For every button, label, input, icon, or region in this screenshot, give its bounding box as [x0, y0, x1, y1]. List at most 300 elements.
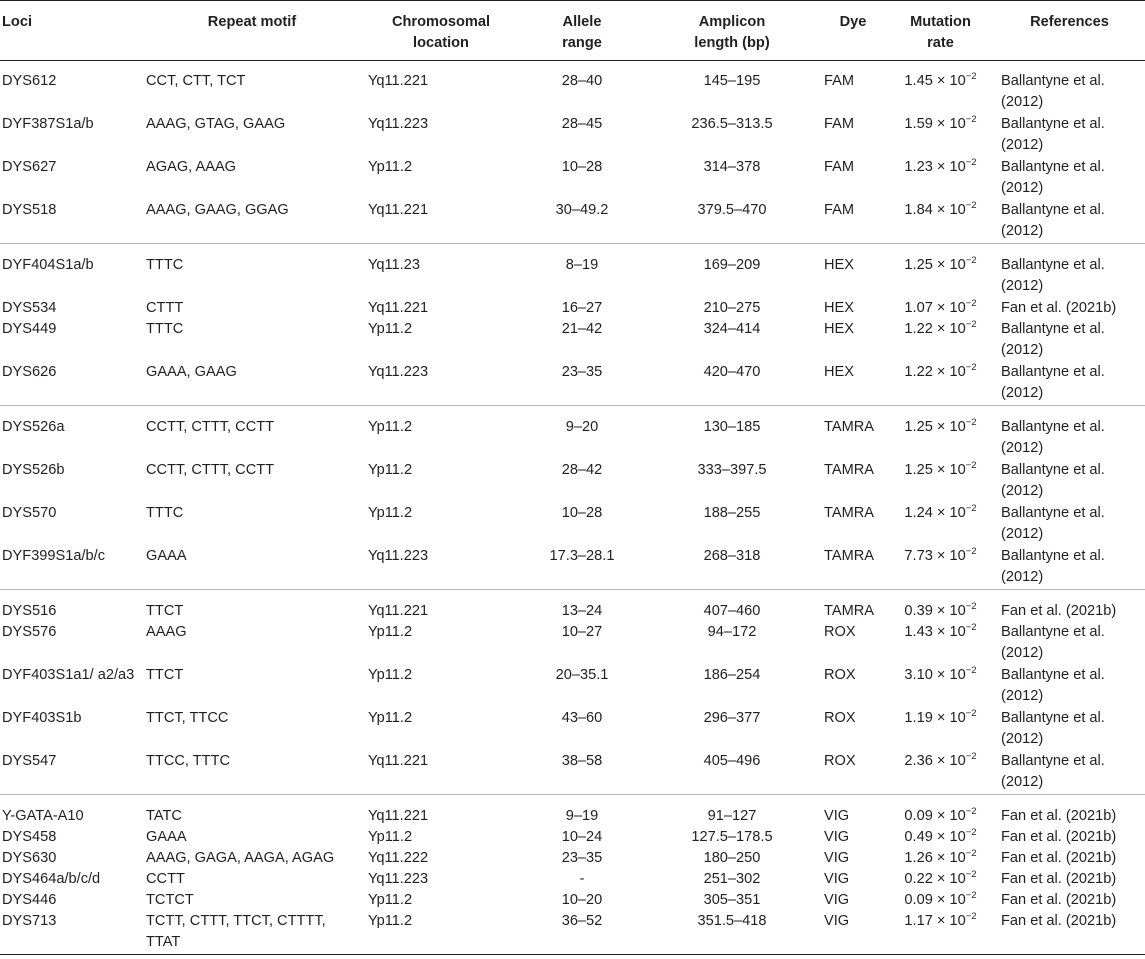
header-references: References: [994, 1, 1145, 61]
mutation-rate-value: 1.84: [904, 202, 933, 218]
cell-repeat-motif: TATC: [141, 795, 363, 828]
cell-mutation-rate: [887, 61, 994, 115]
table-row: [0, 911, 1145, 955]
cell-repeat-motif: CCTT, CTTT, CCTT: [146, 462, 275, 478]
cell-mutation-rate: [887, 157, 994, 200]
cell-chromosomal-location: Yp11.2: [368, 505, 413, 521]
cell-allele-range: -: [579, 871, 585, 887]
cell-dye: TAMRA: [824, 505, 874, 521]
cell-loci: DYS526a: [0, 406, 141, 461]
cell-amplicon-length: 296–377: [703, 710, 761, 726]
cell-reference: Fan et al. (2021b): [1001, 892, 1117, 908]
cell-allele-range: 10–28: [561, 505, 603, 521]
cell-repeat-motif: GAAA: [146, 829, 187, 845]
times-sign: ×: [936, 871, 946, 887]
table-row: [0, 795, 1145, 828]
cell-allele-range: 10–24: [561, 829, 603, 845]
cell-dye: ROX: [824, 710, 856, 726]
cell-repeat-motif: TTTC: [146, 505, 184, 521]
mutation-rate-base: 10: [949, 808, 966, 824]
cell-mutation-rate: [887, 827, 994, 848]
cell-loci: DYS449: [2, 321, 57, 337]
cell-repeat-motif: TCTCT: [146, 892, 194, 908]
cell-mutation-rate: [887, 890, 994, 911]
cell-reference: Ballantyne et al. (2012): [1001, 548, 1105, 585]
mutation-rate-exponent: −2: [965, 911, 977, 922]
cell-mutation-rate: [887, 590, 994, 623]
cell-allele-range: 17.3–28.1: [549, 548, 615, 564]
cell-repeat-motif: TTCC, TTTC: [146, 753, 231, 769]
cell-amplicon-length: 188–255: [703, 505, 761, 521]
cell-amplicon-length: 351.5–418: [645, 911, 819, 955]
mutation-rate-base: 10: [949, 603, 966, 619]
cell-allele-range: 20–35.1: [555, 667, 609, 683]
cell-reference: Fan et al. (2021b): [1001, 871, 1117, 887]
mutation-rate-value: 1.26: [904, 850, 933, 866]
cell-repeat-motif: CTTT: [146, 300, 184, 316]
header-row: [0, 1, 1145, 61]
cell-allele-range: 23–35: [561, 364, 603, 380]
cell-chromosomal-location: Yq11.223: [368, 871, 429, 887]
mutation-rate-exponent: −2: [965, 546, 977, 557]
mutation-rate-value: 1.19: [904, 710, 933, 726]
header-loci: Loci: [0, 1, 141, 61]
cell-repeat-motif: GAAA: [146, 548, 187, 564]
mutation-rate-base: 10: [949, 829, 966, 845]
times-sign: ×: [936, 624, 946, 640]
cell-repeat-motif: TTTC: [146, 321, 184, 337]
cell-allele-range: 9–20: [519, 406, 645, 461]
cell-amplicon-length: 186–254: [703, 667, 761, 683]
cell-amplicon-length: 127.5–178.5: [691, 829, 773, 845]
cell-reference: Fan et al. (2021b): [994, 911, 1145, 955]
mutation-rate-base: 10: [949, 116, 966, 132]
cell-reference: Ballantyne et al. (2012): [1001, 73, 1105, 110]
times-sign: ×: [936, 913, 946, 929]
cell-chromosomal-location: Yq11.221: [368, 300, 429, 316]
cell-loci: DYS446: [2, 892, 57, 908]
cell-chromosomal-location: Yq11.222: [368, 850, 429, 866]
mutation-rate-exponent: −2: [965, 255, 977, 266]
mutation-rate-value: 1.25: [904, 257, 933, 273]
cell-allele-range: 9–19: [519, 795, 645, 828]
cell-chromosomal-location: Yp11.2: [368, 667, 413, 683]
cell-reference: Ballantyne et al. (2012): [1001, 321, 1105, 358]
cell-loci: DYF387S1a/b: [2, 116, 94, 132]
cell-amplicon-length: 210–275: [703, 300, 761, 316]
cell-loci: DYS547: [2, 753, 57, 769]
cell-chromosomal-location: Yp11.2: [368, 321, 413, 337]
table-row: [0, 157, 1145, 200]
mutation-rate-base: 10: [949, 913, 966, 929]
mutation-rate-exponent: −2: [965, 200, 977, 211]
mutation-rate-value: 7.73: [904, 548, 933, 564]
cell-amplicon-length: 314–378: [703, 159, 761, 175]
cell-repeat-motif: TTCT: [146, 667, 184, 683]
cell-reference: Ballantyne et al. (2012): [994, 244, 1145, 299]
cell-repeat-motif: CCT, CTT, TCT: [146, 73, 246, 89]
table-row: [0, 503, 1145, 546]
cell-loci: DYF404S1a/b: [0, 244, 141, 299]
mutation-rate-exponent: −2: [965, 601, 977, 612]
cell-amplicon-length: 305–351: [703, 892, 761, 908]
cell-chromosomal-location: Yp11.2: [363, 911, 519, 955]
cell-loci: DYS458: [2, 829, 57, 845]
mutation-rate-base: 10: [949, 202, 966, 218]
table-row: [0, 460, 1145, 503]
cell-dye: VIG: [824, 871, 850, 887]
cell-mutation-rate: [887, 114, 994, 157]
cell-repeat-motif: GAAA, GAAG: [146, 364, 237, 380]
table-row: [0, 827, 1145, 848]
cell-allele-range: 21–42: [561, 321, 603, 337]
cell-chromosomal-location: Yq11.223: [368, 116, 429, 132]
cell-reference: Ballantyne et al. (2012): [994, 406, 1145, 461]
cell-dye: FAM: [824, 159, 854, 175]
cell-repeat-motif: CCTT, CTTT, CCTT: [141, 406, 363, 461]
table-row: [0, 298, 1145, 319]
cell-amplicon-length: 324–414: [703, 321, 761, 337]
cell-allele-range: 10–20: [561, 892, 603, 908]
cell-amplicon-length: 405–496: [703, 753, 761, 769]
cell-loci: DYS518: [2, 202, 57, 218]
cell-allele-range: 28–45: [561, 116, 603, 132]
header-mutation-rate: Mutation rate: [887, 1, 994, 61]
cell-reference: Ballantyne et al. (2012): [1001, 462, 1105, 499]
cell-amplicon-length: 407–460: [645, 590, 819, 623]
cell-repeat-motif: AAAG, GTAG, GAAG: [146, 116, 286, 132]
cell-allele-range: 28–42: [561, 462, 603, 478]
table-row: [0, 546, 1145, 590]
table-body: [0, 61, 1145, 955]
cell-mutation-rate: [887, 622, 994, 665]
mutation-rate-base: 10: [949, 753, 966, 769]
cell-reference: Fan et al. (2021b): [994, 590, 1145, 623]
cell-allele-range: 10–28: [561, 159, 603, 175]
cell-repeat-motif: AGAG, AAAG: [146, 159, 237, 175]
cell-dye: VIG: [819, 911, 887, 955]
cell-repeat-motif: AAAG: [146, 624, 187, 640]
cell-mutation-rate: [887, 665, 994, 708]
cell-mutation-rate: [887, 298, 994, 319]
table-row: [0, 751, 1145, 795]
cell-dye: HEX: [824, 300, 855, 316]
cell-repeat-motif: TTCT, TTCC: [146, 710, 229, 726]
table-row: [0, 665, 1145, 708]
mutation-rate-exponent: −2: [965, 298, 977, 309]
mutation-rate-base: 10: [949, 850, 966, 866]
times-sign: ×: [936, 667, 946, 683]
cell-loci: DYS713: [0, 911, 141, 955]
cell-chromosomal-location: Yq11.223: [368, 548, 429, 564]
cell-loci: DYF399S1a/b/c: [2, 548, 106, 564]
cell-dye: VIG: [819, 795, 887, 828]
cell-dye: ROX: [824, 667, 856, 683]
mutation-rate-exponent: −2: [965, 708, 977, 719]
header-dye: Dye: [819, 1, 887, 61]
mutation-rate-exponent: −2: [965, 319, 977, 330]
cell-loci: DYS516: [0, 590, 141, 623]
mutation-rate-value: 1.22: [904, 321, 933, 337]
table-row: [0, 362, 1145, 406]
cell-mutation-rate: [887, 244, 994, 299]
cell-dye: HEX: [819, 244, 887, 299]
cell-loci: DYS626: [2, 364, 57, 380]
cell-allele-range: 13–24: [519, 590, 645, 623]
times-sign: ×: [936, 603, 946, 619]
header-amplicon-length: Amplicon length (bp): [645, 1, 819, 61]
cell-amplicon-length: 145–195: [703, 73, 761, 89]
mutation-rate-exponent: −2: [965, 503, 977, 514]
mutation-rate-base: 10: [949, 321, 966, 337]
cell-amplicon-length: 251–302: [703, 871, 761, 887]
times-sign: ×: [936, 300, 946, 316]
cell-dye: VIG: [824, 829, 850, 845]
cell-amplicon-length: 169–209: [645, 244, 819, 299]
table-row: [0, 319, 1145, 362]
mutation-rate-base: 10: [949, 257, 966, 273]
cell-dye: FAM: [824, 116, 854, 132]
times-sign: ×: [936, 202, 946, 218]
mutation-rate-base: 10: [949, 710, 966, 726]
cell-mutation-rate: [887, 362, 994, 406]
table-row: [0, 890, 1145, 911]
table-row: [0, 708, 1145, 751]
cell-reference: Ballantyne et al. (2012): [1001, 753, 1105, 790]
cell-allele-range: 23–35: [561, 850, 603, 866]
mutation-rate-exponent: −2: [965, 362, 977, 373]
cell-dye: FAM: [824, 202, 854, 218]
cell-loci: DYS576: [2, 624, 57, 640]
mutation-rate-exponent: −2: [965, 665, 977, 676]
cell-chromosomal-location: Yp11.2: [363, 406, 519, 461]
header-chromosomal-location: Chromosomal location: [363, 1, 519, 61]
cell-allele-range: 16–27: [561, 300, 603, 316]
cell-allele-range: 10–27: [561, 624, 603, 640]
cell-allele-range: 8–19: [519, 244, 645, 299]
cell-mutation-rate: [887, 848, 994, 869]
mutation-rate-exponent: −2: [965, 848, 977, 859]
mutation-rate-exponent: −2: [965, 890, 977, 901]
cell-allele-range: 43–60: [561, 710, 603, 726]
mutation-rate-value: 0.09: [904, 808, 933, 824]
times-sign: ×: [936, 257, 946, 273]
cell-chromosomal-location: Yp11.2: [368, 462, 413, 478]
times-sign: ×: [936, 159, 946, 175]
mutation-rate-value: 3.10: [904, 667, 933, 683]
cell-reference: Fan et al. (2021b): [994, 795, 1145, 828]
times-sign: ×: [936, 829, 946, 845]
cell-chromosomal-location: Yq11.221: [363, 590, 519, 623]
mutation-rate-value: 1.24: [904, 505, 933, 521]
cell-reference: Fan et al. (2021b): [1001, 850, 1117, 866]
times-sign: ×: [936, 462, 946, 478]
cell-repeat-motif: TTCT: [141, 590, 363, 623]
times-sign: ×: [936, 419, 946, 435]
cell-amplicon-length: 180–250: [703, 850, 761, 866]
cell-reference: Ballantyne et al. (2012): [1001, 667, 1105, 704]
mutation-rate-exponent: −2: [965, 460, 977, 471]
cell-allele-range: 38–58: [561, 753, 603, 769]
cell-amplicon-length: 91–127: [645, 795, 819, 828]
cell-amplicon-length: 420–470: [703, 364, 761, 380]
mutation-rate-value: 1.17: [904, 913, 933, 929]
cell-dye: TAMRA: [819, 590, 887, 623]
mutation-rate-base: 10: [949, 300, 966, 316]
cell-mutation-rate: [887, 200, 994, 244]
cell-amplicon-length: 268–318: [703, 548, 761, 564]
cell-allele-range: 28–40: [561, 73, 603, 89]
cell-reference: Ballantyne et al. (2012): [1001, 364, 1105, 401]
mutation-rate-base: 10: [949, 364, 966, 380]
cell-repeat-motif: AAAG, GAGA, AAGA, AGAG: [146, 850, 335, 866]
cell-repeat-motif: TTTC: [141, 244, 363, 299]
cell-allele-range: 36–52: [519, 911, 645, 955]
cell-dye: HEX: [824, 321, 855, 337]
cell-reference: Ballantyne et al. (2012): [1001, 202, 1105, 239]
table-row: [0, 848, 1145, 869]
cell-chromosomal-location: Yq11.223: [368, 364, 429, 380]
mutation-rate-base: 10: [949, 505, 966, 521]
cell-loci: DYS630: [2, 850, 57, 866]
cell-amplicon-length: 130–185: [645, 406, 819, 461]
cell-reference: Ballantyne et al. (2012): [1001, 505, 1105, 542]
mutation-rate-base: 10: [949, 892, 966, 908]
cell-chromosomal-location: Yp11.2: [368, 159, 413, 175]
mutation-rate-exponent: −2: [965, 157, 977, 168]
times-sign: ×: [936, 116, 946, 132]
cell-amplicon-length: 236.5–313.5: [691, 116, 773, 132]
cell-loci: DYS570: [2, 505, 57, 521]
cell-chromosomal-location: Yp11.2: [368, 710, 413, 726]
mutation-rate-value: 0.39: [904, 603, 933, 619]
table-row: [0, 622, 1145, 665]
times-sign: ×: [936, 850, 946, 866]
mutation-rate-base: 10: [949, 159, 966, 175]
cell-mutation-rate: [887, 546, 994, 590]
table-row: [0, 869, 1145, 890]
table-row: [0, 200, 1145, 244]
table-row: [0, 114, 1145, 157]
mutation-rate-base: 10: [949, 73, 966, 89]
mutation-rate-value: 1.45: [904, 73, 933, 89]
table-row: [0, 244, 1145, 299]
cell-loci: Y-GATA-A10: [0, 795, 141, 828]
mutation-rate-base: 10: [949, 624, 966, 640]
mutation-rate-value: 1.23: [904, 159, 933, 175]
cell-reference: Ballantyne et al. (2012): [1001, 624, 1105, 661]
table-row: [0, 406, 1145, 461]
cell-dye: ROX: [824, 624, 856, 640]
cell-chromosomal-location: Yp11.2: [368, 829, 413, 845]
cell-mutation-rate: [887, 751, 994, 795]
mutation-rate-value: 0.09: [904, 892, 933, 908]
mutation-rate-exponent: −2: [965, 114, 977, 125]
times-sign: ×: [936, 548, 946, 564]
mutation-rate-value: 2.36: [904, 753, 933, 769]
times-sign: ×: [936, 808, 946, 824]
times-sign: ×: [936, 73, 946, 89]
mutation-rate-base: 10: [949, 462, 966, 478]
cell-dye: VIG: [824, 892, 850, 908]
mutation-rate-exponent: −2: [965, 622, 977, 633]
cell-dye: VIG: [824, 850, 850, 866]
mutation-rate-value: 1.43: [904, 624, 933, 640]
cell-reference: Ballantyne et al. (2012): [1001, 710, 1105, 747]
times-sign: ×: [936, 753, 946, 769]
cell-chromosomal-location: Yq11.221: [368, 202, 429, 218]
cell-dye: FAM: [824, 73, 854, 89]
cell-dye: TAMRA: [824, 548, 874, 564]
cell-repeat-motif: TCTT, CTTT, TTCT, CTTTT, TTAT: [141, 911, 363, 955]
mutation-rate-value: 1.25: [904, 462, 933, 478]
cell-dye: HEX: [824, 364, 855, 380]
mutation-rate-exponent: −2: [965, 417, 977, 428]
cell-loci: DYF403S1b: [2, 710, 82, 726]
mutation-rate-exponent: −2: [965, 827, 977, 838]
cell-reference: Ballantyne et al. (2012): [1001, 159, 1105, 196]
cell-chromosomal-location: Yp11.2: [368, 892, 413, 908]
cell-amplicon-length: 379.5–470: [697, 202, 767, 218]
mutation-rate-exponent: −2: [965, 806, 977, 817]
mutation-rate-base: 10: [949, 667, 966, 683]
cell-dye: TAMRA: [824, 462, 874, 478]
cell-mutation-rate: [887, 406, 994, 461]
mutation-rate-base: 10: [949, 419, 966, 435]
cell-repeat-motif: CCTT: [146, 871, 185, 887]
mutation-rate-base: 10: [949, 548, 966, 564]
mutation-rate-value: 1.25: [904, 419, 933, 435]
cell-loci: DYS612: [2, 73, 57, 89]
mutation-rate-base: 10: [949, 871, 966, 887]
mutation-rate-value: 1.07: [904, 300, 933, 316]
cell-mutation-rate: [887, 503, 994, 546]
mutation-rate-value: 0.49: [904, 829, 933, 845]
cell-loci: DYS534: [2, 300, 57, 316]
cell-chromosomal-location: Yq11.23: [363, 244, 519, 299]
cell-reference: Fan et al. (2021b): [1001, 829, 1117, 845]
cell-loci: DYS526b: [2, 462, 65, 478]
mutation-rate-value: 1.22: [904, 364, 933, 380]
cell-allele-range: 30–49.2: [555, 202, 609, 218]
header-repeat-motif: Repeat motif: [141, 1, 363, 61]
mutation-rate-exponent: −2: [965, 869, 977, 880]
table-row: [0, 590, 1145, 623]
cell-chromosomal-location: Yq11.221: [368, 753, 429, 769]
table-row: [0, 61, 1145, 115]
times-sign: ×: [936, 321, 946, 337]
mutation-rate-value: 0.22: [904, 871, 933, 887]
cell-loci: DYS464a/b/c/d: [2, 871, 101, 887]
cell-dye: TAMRA: [819, 406, 887, 461]
cell-reference: Ballantyne et al. (2012): [1001, 116, 1105, 153]
cell-repeat-motif: AAAG, GAAG, GGAG: [146, 202, 289, 218]
header-allele-range: Allele range: [519, 1, 645, 61]
mutation-rate-exponent: −2: [965, 71, 977, 82]
cell-mutation-rate: [887, 708, 994, 751]
cell-mutation-rate: [887, 319, 994, 362]
mutation-rate-value: 1.59: [904, 116, 933, 132]
cell-mutation-rate: [887, 869, 994, 890]
cell-reference: Fan et al. (2021b): [1001, 300, 1117, 316]
times-sign: ×: [936, 364, 946, 380]
cell-loci: DYF403S1a1/ a2/a3: [2, 667, 135, 683]
cell-loci: DYS627: [2, 159, 57, 175]
times-sign: ×: [936, 505, 946, 521]
cell-chromosomal-location: Yq11.221: [368, 73, 429, 89]
cell-dye: ROX: [824, 753, 856, 769]
mutation-rate-exponent: −2: [965, 751, 977, 762]
